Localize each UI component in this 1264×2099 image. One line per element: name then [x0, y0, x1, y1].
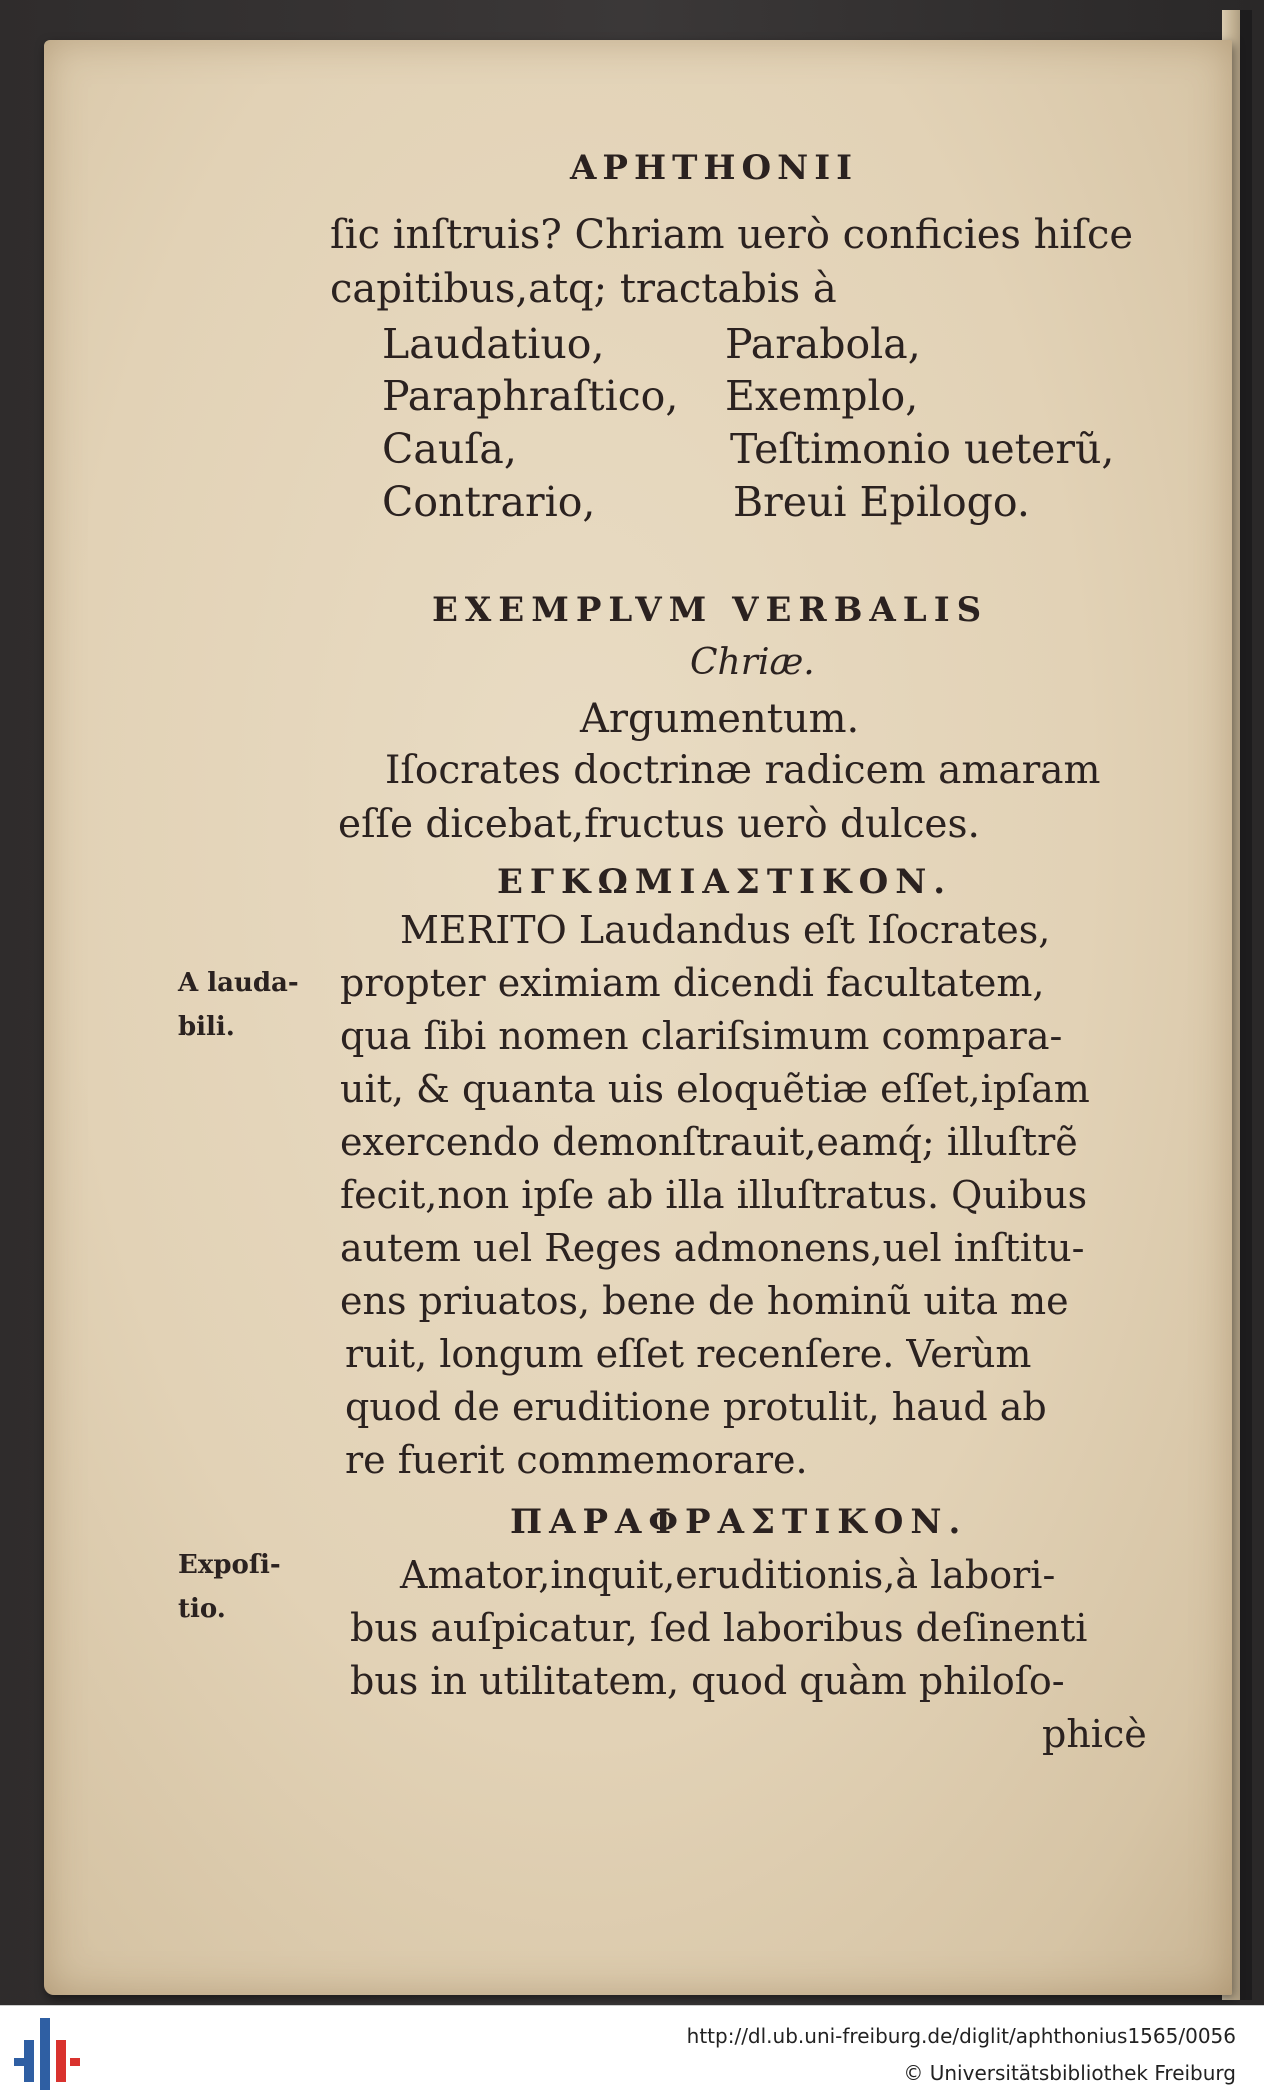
list-item: Contrario,	[382, 478, 596, 526]
argument-line: Iſocrates doctrinæ radicem amaram	[385, 748, 1101, 793]
list-item: Parabola,	[725, 320, 921, 368]
permalink-url[interactable]: http://dl.ub.uni-freiburg.de/diglit/aphthonius1565/0056	[686, 2024, 1236, 2048]
text-line: ruit, longum eſſet recenſere. Verùm	[345, 1332, 1032, 1376]
margin-note-expositio: Expoſi-	[178, 1550, 281, 1580]
text-line: propter eximiam dicendi facultatem,	[340, 961, 1045, 1005]
list-item: Laudatiuo,	[382, 320, 605, 368]
margin-note-laudabili: A lauda-	[178, 968, 299, 998]
text-line: MERITO Laudandus eſt Iſocrates,	[400, 908, 1051, 952]
list-item: Breui Epilogo.	[733, 478, 1030, 526]
argument-label: Argumentum.	[580, 696, 860, 742]
footer-bar	[0, 2005, 1264, 2099]
margin-note-laudabili: bili.	[178, 1012, 235, 1042]
list-item: Exemplo,	[725, 372, 919, 420]
text-line: ens priuatos, bene de hominũ uita me	[340, 1279, 1069, 1323]
text-line: re fuerit commemorare.	[345, 1438, 808, 1482]
text-line: fecit,non ipſe ab illa illuſtratus. Quibus	[340, 1173, 1088, 1217]
example-subtitle: Chriæ.	[690, 642, 815, 683]
section-heading-paraphrastic: ΠΑΡΑΦΡΑΣΤΙΚΟΝ.	[510, 1502, 968, 1542]
text-line: bus auſpicatur, ſed laboribus deſinenti	[350, 1606, 1088, 1650]
running-head: APHTHONII	[570, 148, 858, 188]
section-heading-encomiastic: ΕΓΚΩΜΙΑΣΤΙΚΟΝ.	[497, 862, 953, 902]
text-line: bus in utilitatem, quod quàm philoſo-	[350, 1659, 1065, 1703]
intro-line: ſic inſtruis? Chriam uerò conficies hiſce	[330, 212, 1134, 258]
book-spine	[1240, 10, 1252, 2000]
text-line: qua ſibi nomen clariſsimum compara-	[340, 1014, 1063, 1058]
text-line: Amator,inquit,eruditionis,à labori-	[400, 1553, 1056, 1597]
text-line: quod de eruditione protulit, haud ab	[345, 1385, 1047, 1429]
list-item: Paraphraſtico,	[382, 372, 679, 420]
margin-note-expositio: tio.	[178, 1594, 226, 1624]
text-line: uit, & quanta uis eloquẽtiæ eſſet,ipſam	[340, 1067, 1090, 1111]
list-item: Teſtimonio ueterũ,	[730, 425, 1115, 473]
catchword: phicè	[1042, 1712, 1147, 1756]
library-logo-icon	[14, 2018, 84, 2090]
example-title: EXEMPLVM VERBALIS	[432, 590, 989, 630]
copyright-notice: © Universitätsbibliothek Freiburg	[903, 2061, 1236, 2085]
list-item: Cauſa,	[382, 425, 517, 473]
text-line: exercendo demonſtrauit,eamq́; illuſtrẽ	[340, 1120, 1078, 1164]
text-line: autem uel Reges admonens,uel inſtitu-	[340, 1226, 1085, 1270]
argument-line: eſſe dicebat,fructus uerò dulces.	[338, 802, 980, 847]
intro-line: capitibus,atq; tractabis à	[330, 266, 837, 312]
